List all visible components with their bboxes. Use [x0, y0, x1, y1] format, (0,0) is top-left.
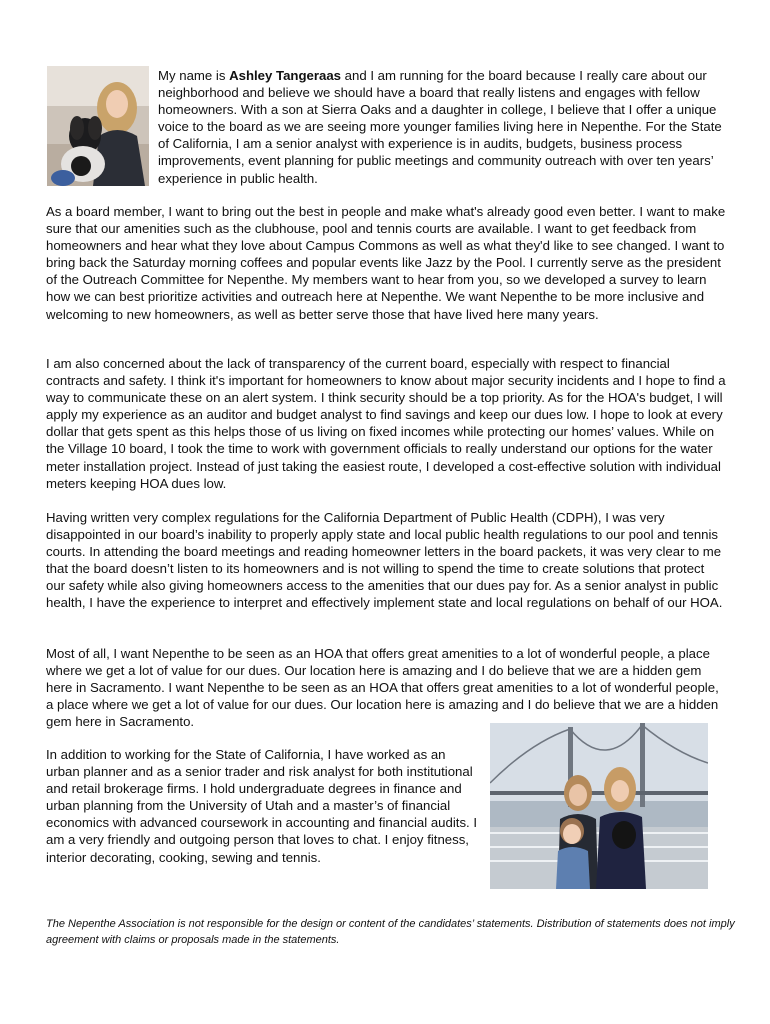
intro-paragraph: [158, 67, 724, 187]
paragraph-regulations: Having written very complex regulations for the California Department of Public Health (CDPH), I was very disappointed in our board’s inability to properly apply state and local public health regulations to our pool and tennis courts. In attending the board meetings and reading homeowner letters in the board packets, it was very clear to me that the board doesn’t listen to its homeowners and is not willing to spend the time to create solutions that protect our safety while also giving homeowners access to the amenities that our dues pay for. As a senior analyst in public health, I have the experience to interpret and effectively implement state and local regulations on behalf of our HOA.: [46, 510, 723, 611]
candidate-portrait-photo: [47, 66, 149, 186]
paragraph-transparency: I am also concerned about the lack of transparency of the current board, especially with respect to financial contracts and safety. I think it's important for homeowners to know about major security incidents and I hope to find a way to communicate these on an alert system. I think security should be a top priority. As for the HOA's budget, I will apply my experience as an auditor and budget analyst to find savings and keep our dues low. I hope to look at every dollar that gets spent as this helps those of us living on fixed incomes while protecting our homes’ values. While on the Village 10 board, I took the time to work with government officials to really understand our options for the water meter installation project. Instead of just taking the easiest route, I developed a cost-effective solution with individual meters keeping HOA dues low.: [46, 356, 726, 491]
family-bridge-photo: [490, 723, 708, 889]
paragraph-board-goals: As a board member, I want to bring out the best in people and make what's already good even better. I want to make sure that our amenities such as the clubhouse, pool and tennis courts are available. I want to get feedback from homeowners and hear what they love about Campus Commons as well as what they'd like to see changed. I want to bring back the Saturday morning coffees and popular events like Jazz by the Pool. I currently serve as the president of the Outreach Committee for Nepenthe. My members want to hear from you, so we developed a survey to learn how we can best prioritize activities and outreach here at Nepenthe. We want Nepenthe to be more inclusive and welcoming to new homeowners, as well as better serve those that have lived here many years.: [46, 204, 726, 322]
intro-lead-text: My name is: [158, 68, 230, 83]
disclaimer-text: The Nepenthe Association is not responsible for the design or content of the candidates’ statements. Distribution of statements does not imply agreement with claims or proposals made in the statements.: [46, 918, 735, 946]
paragraph-background: In addition to working for the State of California, I have worked as an urban planner and as a senior trader and risk analyst for both institutional and retail brokerage firms. I hold undergraduate degrees in finance and urban planning from the University of Utah and a master’s of financial economics with advanced coursework in accounting and financial audits. I am a very friendly and outgoing person that loves to chat. I enjoy fitness, interior decorating, cooking, sewing and tennis.: [46, 747, 478, 865]
candidate-name: Ashley Tangeraas: [229, 68, 341, 83]
intro-rest-text: and I am running for the board because I really care about our neighborhood and believe we should have a board that really listens and engages with fellow homeowners. With a son at Sierra Oaks and a daughter in college, I believe that I offer a unique voice to the board as we are seeing more younger families living here in Nepenthe. For the State of California, I am a senior analyst with experience is in audits, budgets, business process improvements, event planning for public meetings and community outreach with over ten years’ experience in public health.: [158, 68, 722, 186]
paragraph-vision: Most of all, I want Nepenthe to be seen as an HOA that offers great amenities to a lot of wonderful people, a place where we get a lot of value for our dues. Our location here is amazing and I do believe that we are a hidden gem here in Sacramento. I want Nepenthe to be seen as an HOA that offers great amenities to a lot of wonderful people, a place where we get a lot of value for our dues. Our location here is amazing and I do believe that we are a hidden gem here in Sacramento.: [46, 646, 719, 730]
